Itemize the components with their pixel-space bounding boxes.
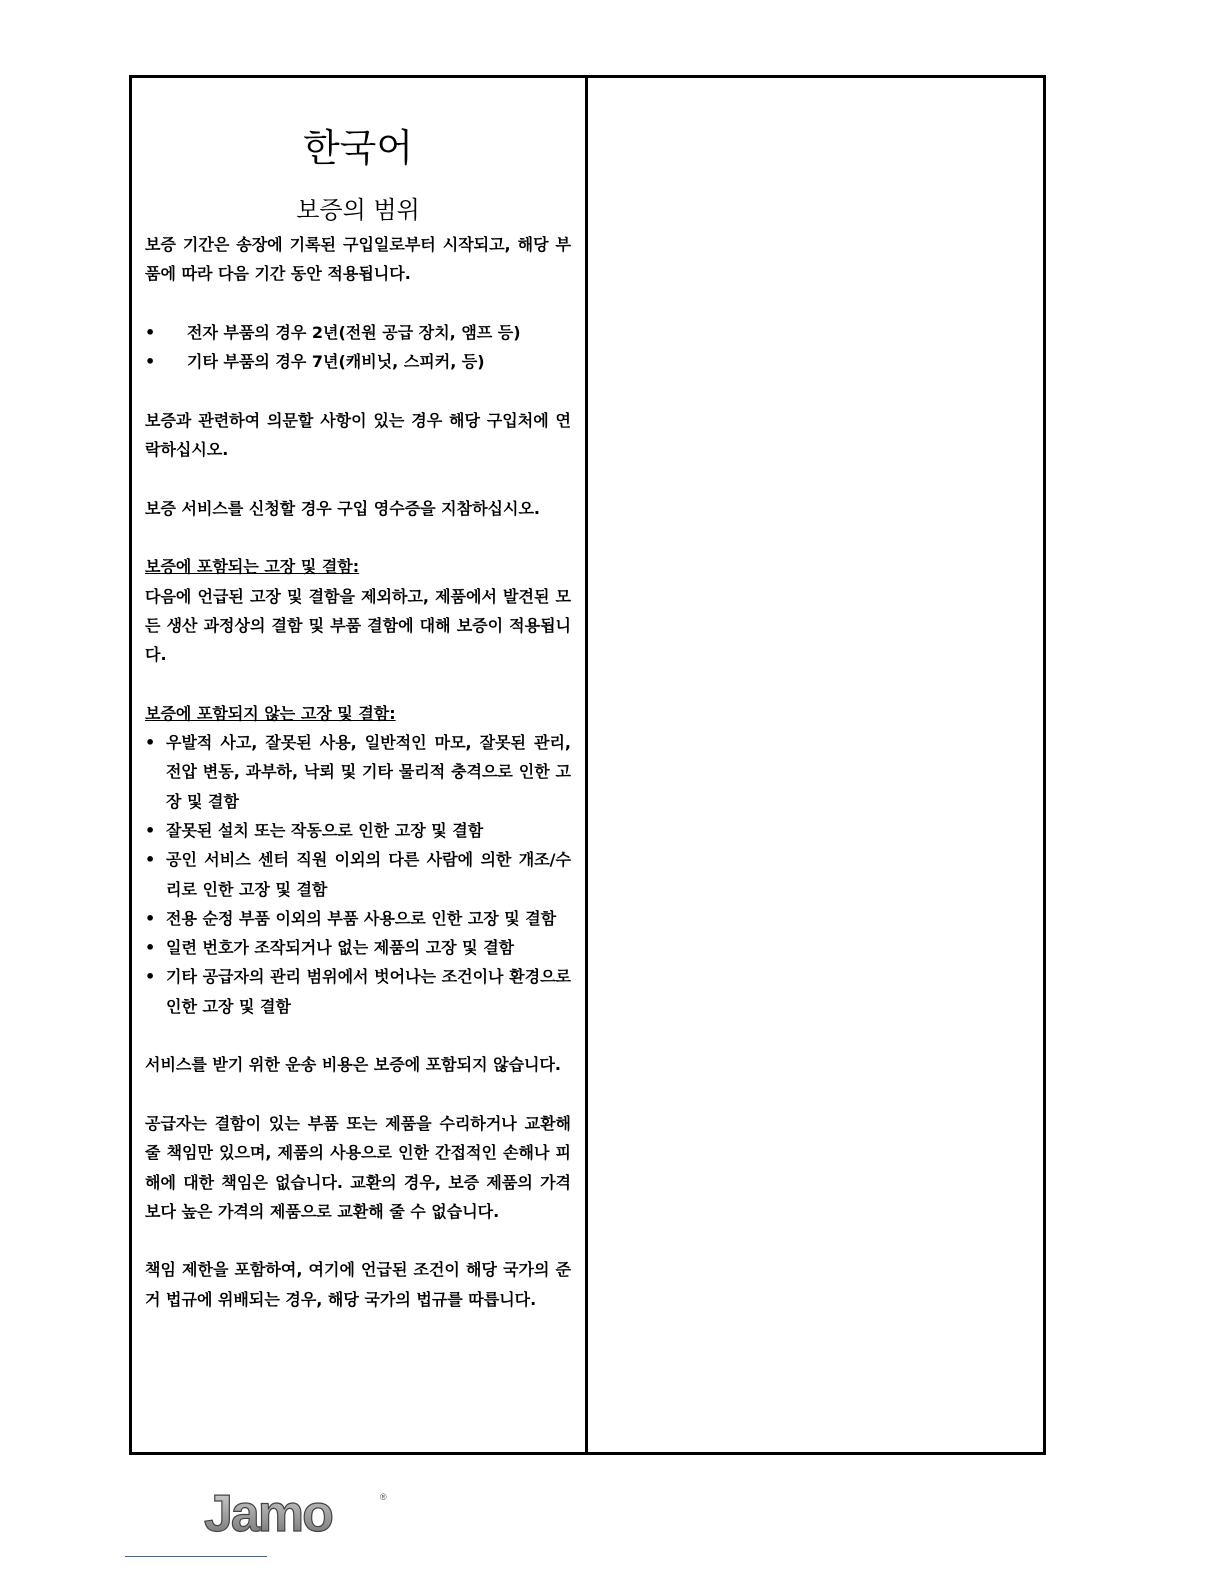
list-item (145, 728, 571, 816)
list-item (145, 904, 571, 933)
intro-paragraph: 보증 기간은 송장에 기록된 구입일로부터 시작되고, 해당 부품에 따라 다음 기간 동안 적용됩니다. (145, 235, 571, 284)
list-item-text: 전용 순정 부품 이외의 부품 사용으로 인한 고장 및 결함 (166, 908, 557, 928)
language-title: 한국어 (302, 126, 414, 170)
list-item (145, 962, 571, 1021)
empty-column (588, 78, 1043, 1452)
bullet-icon: • (145, 938, 156, 958)
list-item-text: 잘못된 설치 또는 작동으로 인한 고장 및 결함 (166, 820, 484, 840)
list-item (145, 816, 571, 845)
bullet-icon: • (145, 908, 156, 928)
covered-paragraph: 다음에 언급된 고장 및 결함을 제외하고, 제품에서 발견된 모든 생산 과정상의 결함 및 부품 결함에 대해 보증이 적용됩니다. (145, 586, 571, 665)
logo-wordmark: Jamo (204, 1488, 332, 1538)
list-item-text: 전자 부품의 경우 2년(전원 공급 장치, 앰프 등) (187, 322, 521, 342)
bullet-icon: • (145, 322, 156, 342)
covered-heading: 보증에 포함되는 고장 및 결함: (145, 557, 360, 577)
list-item (145, 347, 571, 376)
law-paragraph: 책임 제한을 포함하여, 여기에 언급된 조건이 해당 국가의 준거 법규에 위배되는 경우, 해당 국가의 법규를 따릅니다. (145, 1260, 571, 1309)
list-item-text: 일련 번호가 조작되거나 없는 제품의 고장 및 결함 (166, 938, 515, 958)
receipt-paragraph: 보증 서비스를 신청할 경우 구입 영수증을 지참하십시오. (145, 498, 540, 518)
list-item-text: 공인 서비스 센터 직원 이외의 다른 사람에 의한 개조/수리로 인한 고장 및 결함 (166, 850, 571, 899)
exclusions-list (145, 728, 571, 1021)
list-item (145, 318, 571, 347)
shipping-paragraph: 서비스를 받기 위한 운송 비용은 보증에 포함되지 않습니다. (145, 1055, 562, 1075)
excluded-heading: 보증에 포함되지 않는 고장 및 결함: (145, 703, 396, 723)
list-item-text: 기타 부품의 경우 7년(캐비닛, 스피커, 등) (187, 352, 485, 372)
registered-mark: ® (380, 1492, 387, 1502)
footer-rule (125, 1556, 267, 1557)
list-item (145, 845, 571, 904)
list-item (145, 933, 571, 962)
page-frame (129, 75, 1046, 1455)
korean-column (132, 78, 588, 1452)
contact-paragraph: 보증과 관련하여 의문할 사항이 있는 경우 해당 구입처에 연락하십시오. (145, 410, 571, 460)
bullet-icon: • (145, 733, 156, 753)
bullet-icon: • (145, 967, 156, 987)
liability-paragraph: 공급자는 결함이 있는 부품 또는 제품을 수리하거나 교환해 줄 책임만 있으며, 제품의 사용으로 인한 간접적인 손해나 피해에 대한 책임은 없습니다. 교환의 경우, 보증 제품의 가격보다 높은 가격의 제품으로 교환해 줄 수 없습니다. (145, 1113, 571, 1221)
list-item-text: 기타 공급자의 관리 범위에서 벗어나는 조건이나 환경으로 인한 고장 및 결함 (166, 967, 571, 1016)
bullet-icon: • (145, 352, 156, 372)
bullet-icon: • (145, 820, 156, 840)
jamo-logo (202, 1488, 392, 1538)
list-item-text: 우발적 사고, 잘못된 사용, 일반적인 마모, 잘못된 관리, 전압 변동, 과부하, 낙뢰 및 기타 물리적 충격으로 인한 고장 및 결함 (166, 733, 571, 811)
warranty-periods-list (145, 318, 571, 377)
bullet-icon: • (145, 850, 156, 870)
section-title: 보증의 범위 (296, 196, 420, 224)
